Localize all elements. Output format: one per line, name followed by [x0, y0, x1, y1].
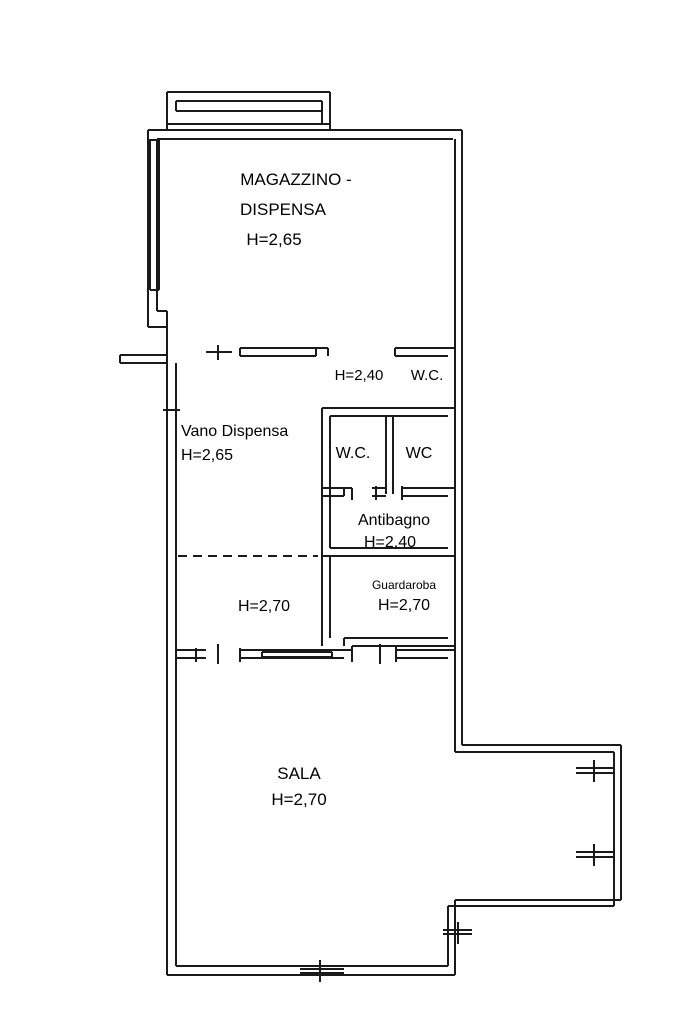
label-corridor-wc: W.C.: [410, 367, 444, 384]
label-sala-name: SALA: [277, 764, 321, 783]
label-vano-dispensa-name: Vano Dispensa: [181, 423, 289, 440]
label-wc-left: W.C.: [335, 445, 371, 462]
label-magazzino-name-1: MAGAZZINO -: [240, 170, 352, 189]
label-guardaroba-name: Guardaroba: [371, 578, 437, 592]
label-wc-right: WC: [405, 445, 433, 462]
label-magazzino-height: H=2,65: [246, 230, 302, 249]
label-antibagno-height: H=2,40: [363, 534, 417, 551]
label-corridor-height: H=2,40: [334, 367, 384, 384]
plan-walls: [120, 92, 621, 982]
label-sala-height: H=2,70: [271, 790, 327, 809]
label-guardaroba-height: H=2,70: [377, 597, 431, 614]
label-antibagno-name: Antibagno: [357, 512, 431, 529]
label-zona-height: H=2,70: [237, 598, 291, 615]
label-vano-dispensa-height: H=2,65: [181, 447, 234, 464]
label-magazzino-name-2: DISPENSA: [240, 200, 326, 219]
